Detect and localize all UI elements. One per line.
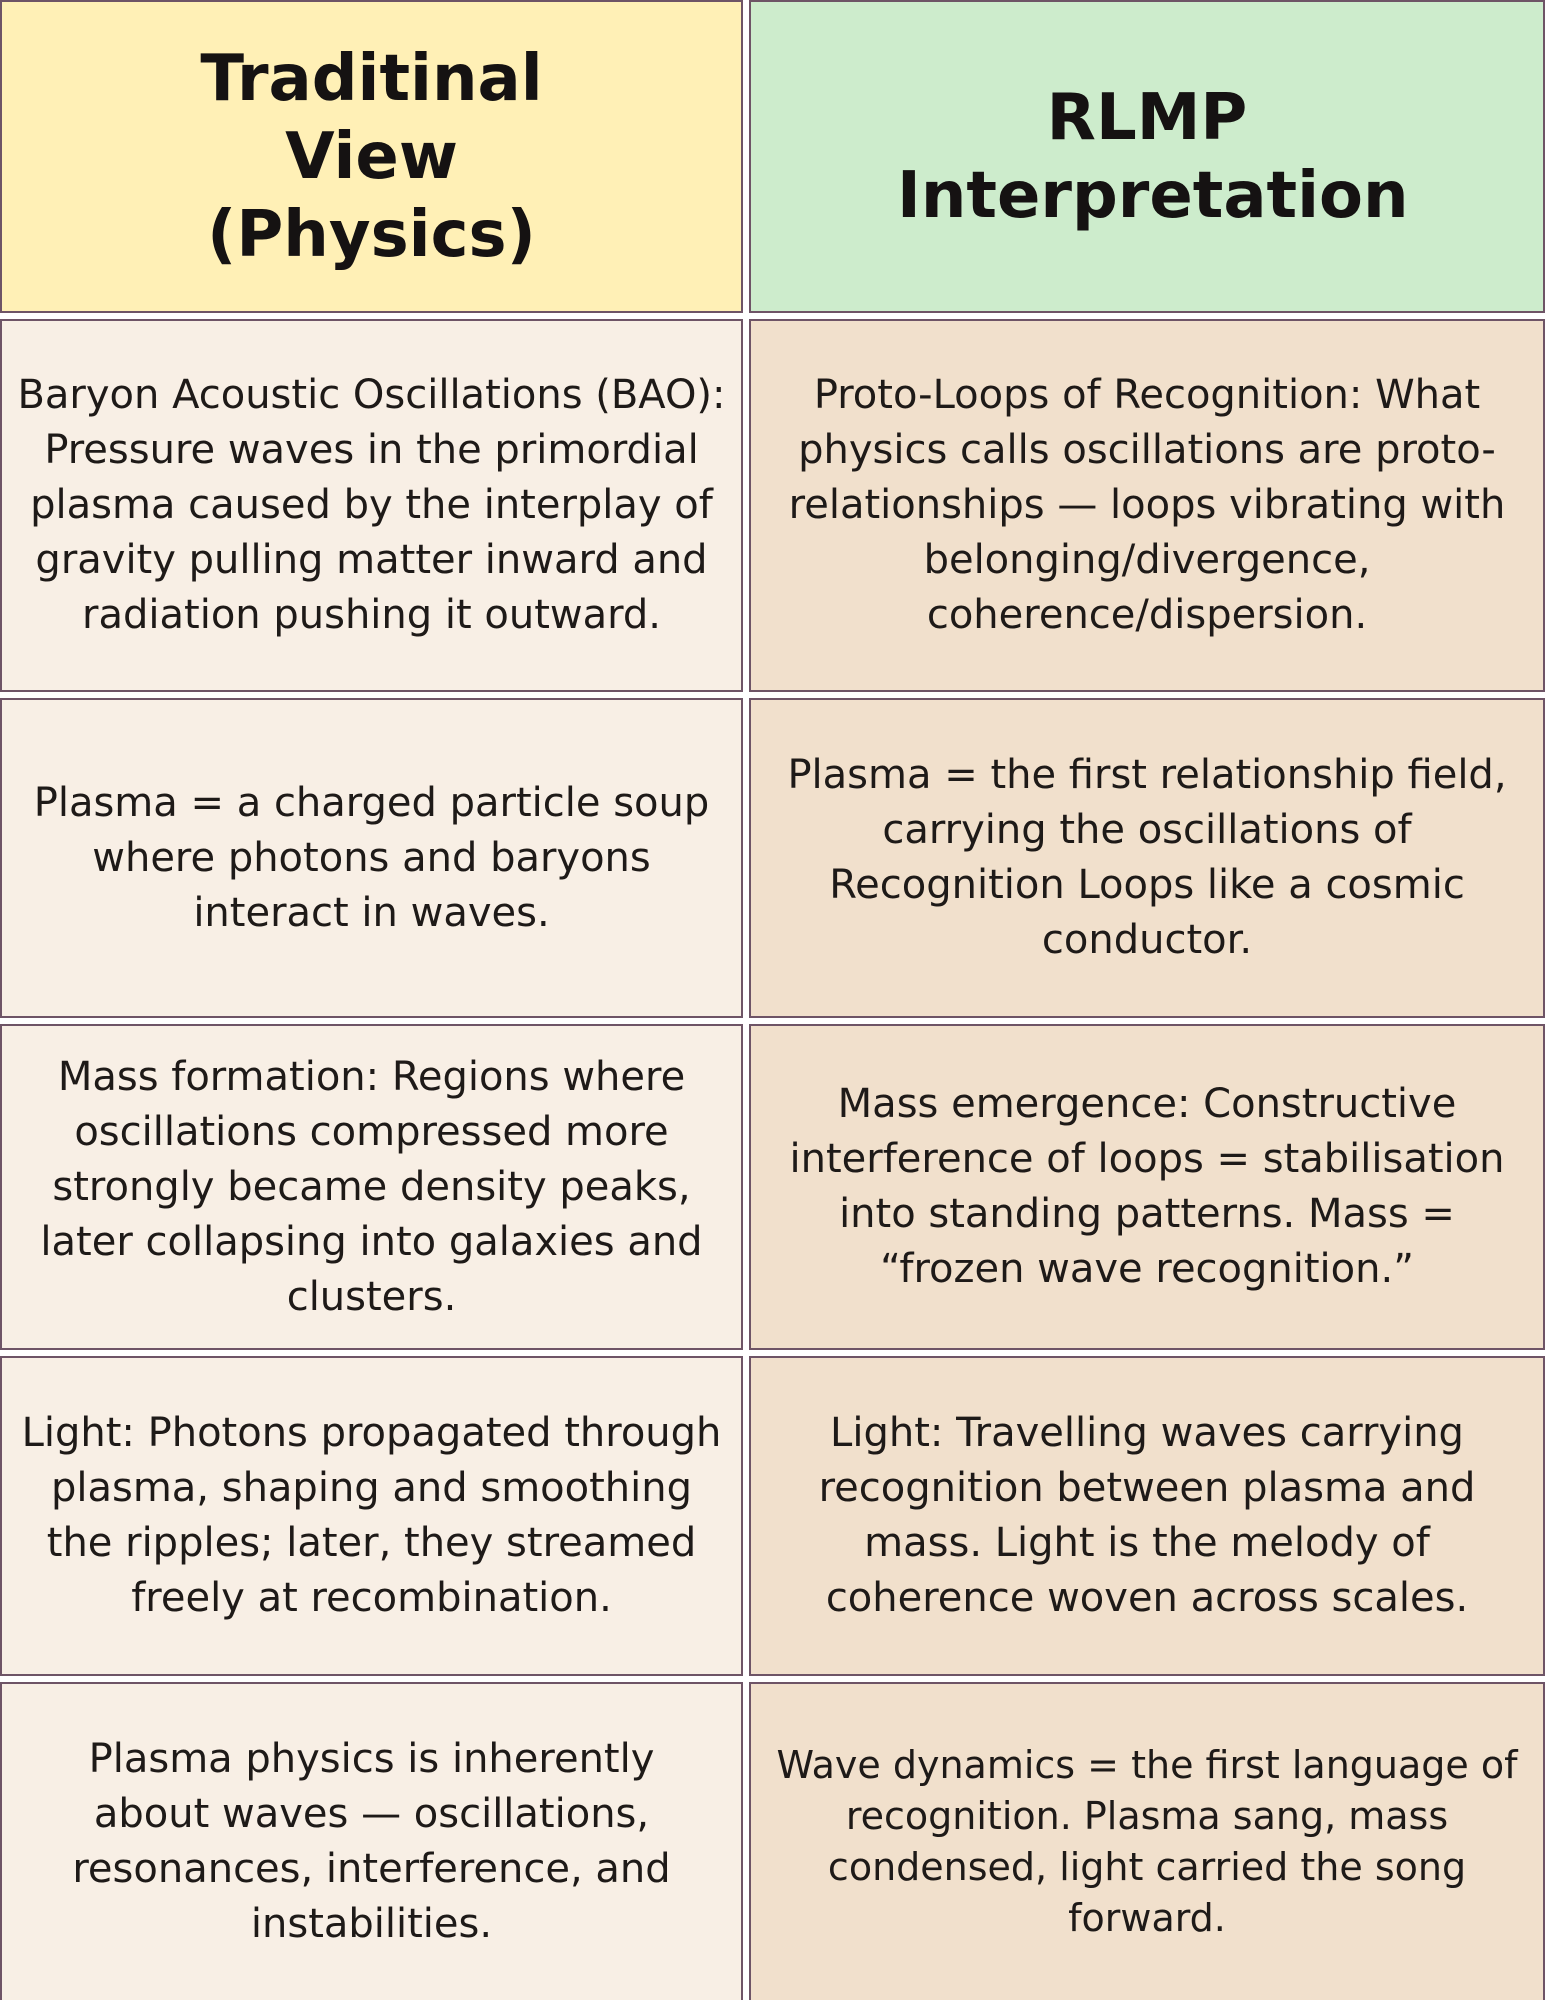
header-traditional-view-text: Traditinal View (Physics) [200,41,543,272]
cell-rlmp-wave-dynamics [749,1682,1545,2000]
cell-text: Plasma = the first relationship field, carrying the oscillations of Recognition Loops like a cosmic conductor. [787,752,1507,963]
cell-traditional-bao [0,319,743,692]
cell-text: Plasma physics is inherently about waves — oscillations, resonances, interference, and instabilities. [72,1736,671,1947]
cell-rlmp-proto-loops [749,319,1545,692]
cell-traditional-light [0,1356,743,1676]
cell-text: Plasma = a charged particle soup where photons and baryons interact in waves. [33,779,710,936]
cell-text: Wave dynamics = the first language of recognition. Plasma sang, mass condensed, light carried the song forward. [776,1743,1518,1940]
cell-text: Baryon Acoustic Oscillations (BAO): Pressure waves in the primordial plasma caused by the interplay of gravity pulling matter inward and radiation pushing it outward. [17,372,726,638]
cell-text: Mass emergence: Constructive interference of loops = stabilisation into standing patterns. Mass = “frozen wave recognition.” [789,1081,1505,1292]
cell-rlmp-mass-emergence [749,1024,1545,1350]
cell-rlmp-light [749,1356,1545,1676]
cell-traditional-plasma [0,698,743,1018]
header-rlmp-interpretation-text: RLMP Interpretation [897,80,1409,233]
header-traditional-view [0,0,743,313]
cell-text: Light: Photons propagated through plasma, shaping and smoothing the ripples; later, they streamed freely at recombination. [21,1410,722,1621]
cell-traditional-plasma-physics [0,1682,743,2000]
cell-text: Light: Travelling waves carrying recognition between plasma and mass. Light is the melody of coherence woven across scales. [818,1410,1476,1621]
cell-rlmp-plasma [749,698,1545,1018]
cell-traditional-mass-formation [0,1024,743,1350]
header-rlmp-interpretation [749,0,1545,313]
cell-text: Proto-Loops of Recognition: What physics calls oscillations are proto-relationships — loops vibrating with belonging/divergence, coherence/dispersion. [788,372,1506,638]
cell-text: Mass formation: Regions where oscillations compressed more strongly became density peaks, later collapsing into galaxies and clusters. [40,1053,703,1320]
